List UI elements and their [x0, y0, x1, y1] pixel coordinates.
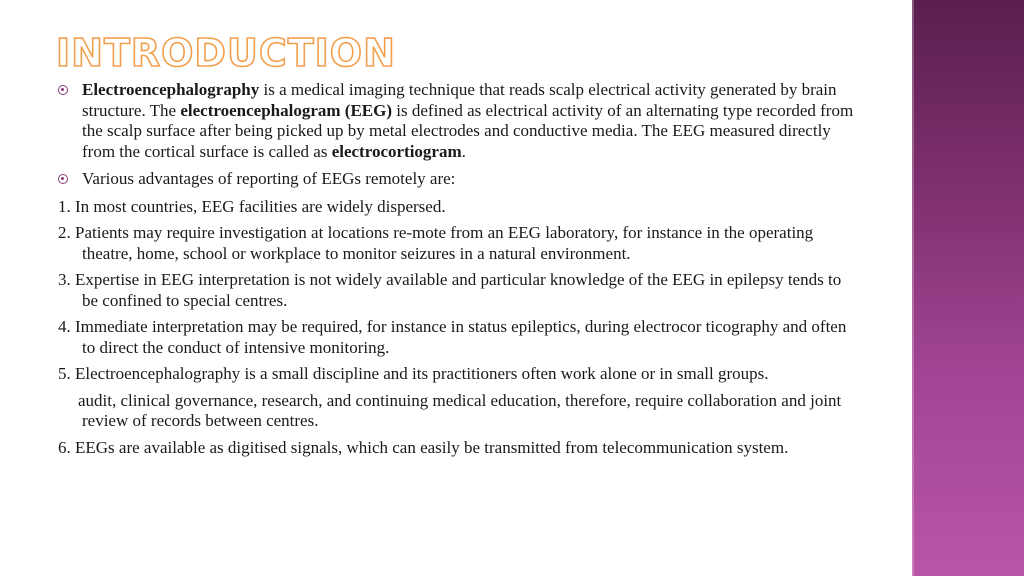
list-item-2: 2. Patients may require investigation at locations re-mote from an EEG laboratory, for instance in the operating theatre, home, school or workplace to monitor seizures in a natural environment.: [58, 223, 814, 263]
list-item-4: 4. Immediate interpretation may be required, for instance in status epileptics, during electrocor ticography and often to direct the conduct of intensive monitoring.: [58, 317, 847, 357]
slide-title: INTRODUCTION: [56, 31, 396, 75]
list-item-1: 1. In most countries, EEG facilities are widely dispersed.: [58, 196, 446, 216]
definition-text-2: is defined as electrical activity of an alternating type recorded from the scalp surface after being picked up by metal electrodes and conductive media. The EEG measured directly from the cortical surface is called as: [82, 100, 854, 161]
term-electrocortiogram: electrocortiogram: [331, 141, 462, 161]
bullet-definition: [58, 80, 858, 162]
bullet-circle-icon: [58, 174, 68, 184]
advantages-intro: Various advantages of reporting of EEGs remotely are:: [82, 169, 456, 188]
list-item-5: 5. Electroencephalography is a small discipline and its practitioners often work alone or in small groups.: [58, 364, 769, 383]
decorative-sidebar: [912, 0, 1024, 576]
term-eeg: electroencephalogram (EEG): [180, 100, 393, 120]
slide-content: [58, 80, 858, 464]
list-item-5-continued: audit, clinical governance, research, and continuing medical education, therefore, require collaboration and joint review of records between centres.: [78, 390, 842, 430]
list-item-6: 6. EEGs are available as digitised signals, which can easily be transmitted from telecommunication system.: [58, 437, 789, 457]
term-electroencephalography: Electroencephalography: [82, 80, 260, 99]
definition-text-1: is a medical imaging technique that reads scalp electrical activity generated by brain structure. The: [82, 80, 837, 120]
bullet-advantages: [58, 169, 858, 190]
definition-text-3: .: [461, 141, 466, 161]
bullet-circle-icon: [58, 85, 68, 95]
list-item-3: 3. Expertise in EEG interpretation is not widely available and particular knowledge of the EEG in epilepsy tends to be confined to special centres.: [58, 270, 842, 310]
